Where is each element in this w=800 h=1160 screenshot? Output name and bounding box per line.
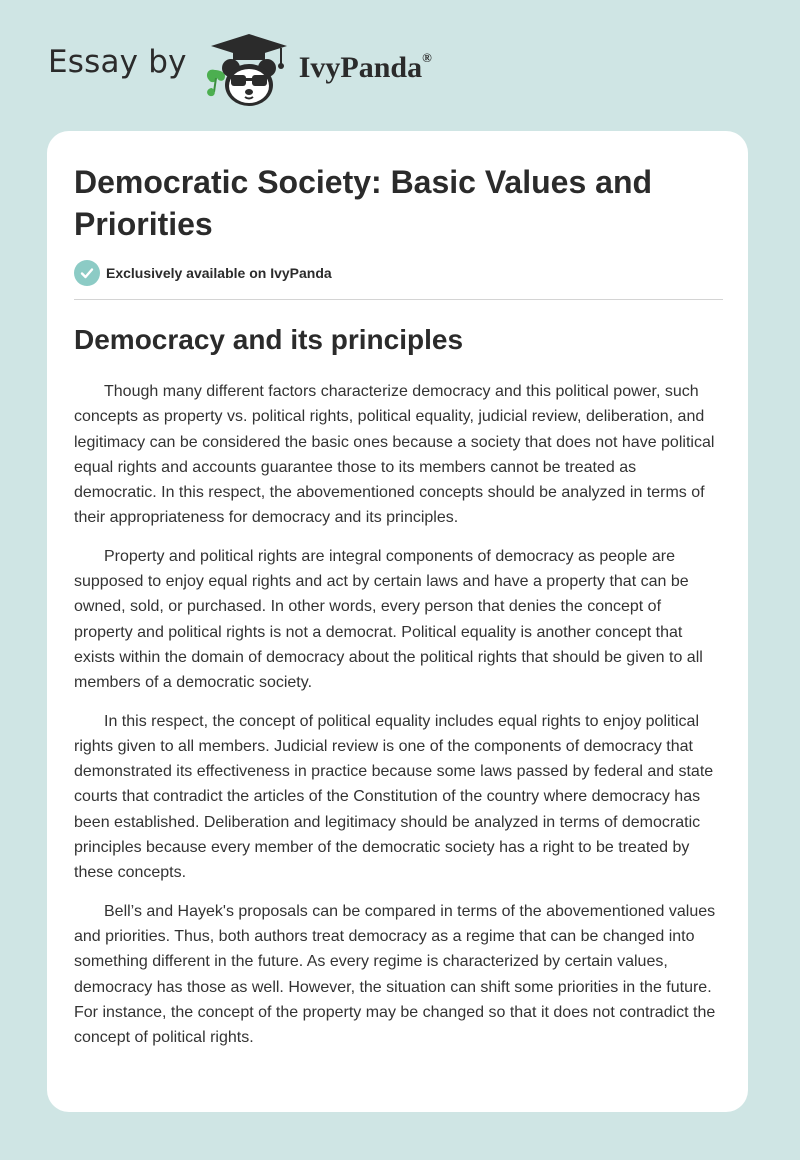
ivy-leaf-icon xyxy=(207,70,225,96)
ivypanda-wordmark xyxy=(299,51,432,85)
essay-content xyxy=(74,161,723,1063)
brand-header[interactable] xyxy=(48,30,432,110)
paragraph: Bell’s and Hayek's proposals can be compared in terms of the abovementioned values and priorities. Thus, both authors treat democracy as a regime that can be changed into something different in the future. As every regime is characterized by certain values, democracy has those as well. However, the situation can shift some priorities in the future. For instance, the concept of the property may be changed so that it does not contradict the concept of political rights. xyxy=(74,902,716,1047)
ivypanda-name: IvyPanda xyxy=(298,51,423,84)
paragraph: Property and political rights are integral components of democracy as people are supposed to enjoy equal rights and act by certain laws and have a property that can be owned, sold, or purchased. In other words, every person that denies the concept of property and political rights is not a democrat. Political equality is another concept that exists within the domain of democracy about the political rights that should be given to all members of a democratic society. xyxy=(74,547,703,692)
essay-by-label: Essay by xyxy=(48,44,187,80)
exclusive-badge xyxy=(74,260,723,286)
paragraph: In this respect, the concept of political equality includes equal rights to enjoy political rights given to all members. Judicial review is one of the components of democracy that demonstrated its effectiveness in practice because some laws passed by federal and state courts that contradict the articles of the Constitution of the country where democracy has been established. Deliberation and legitimacy should be analyzed in terms of democratic principles because every member of the democratic society has a right to be treated by these concepts. xyxy=(74,712,714,882)
panda-logo-icon xyxy=(201,30,297,110)
essay-body xyxy=(74,379,723,1050)
check-icon xyxy=(74,260,100,286)
exclusive-badge-label: Exclusively available on IvyPanda xyxy=(106,265,332,281)
paragraph: Though many different factors characterize democracy and this political power, such concepts as property vs. political rights, political equality, judicial review, deliberation, and legitimacy can be considered the basic ones because a society that does not have political equal rights and accounts guarantee those to its members cannot be treated as democratic. In this respect, the abovementioned concepts should be analyzed in terms of their appropriateness for democracy and its principles. xyxy=(74,383,715,527)
divider xyxy=(74,299,723,300)
registered-mark: ® xyxy=(422,50,432,65)
essay-card xyxy=(47,131,748,1112)
section-heading: Democracy and its principles xyxy=(74,324,464,355)
essay-title: Democratic Society: Basic Values and Priorities xyxy=(74,164,653,242)
